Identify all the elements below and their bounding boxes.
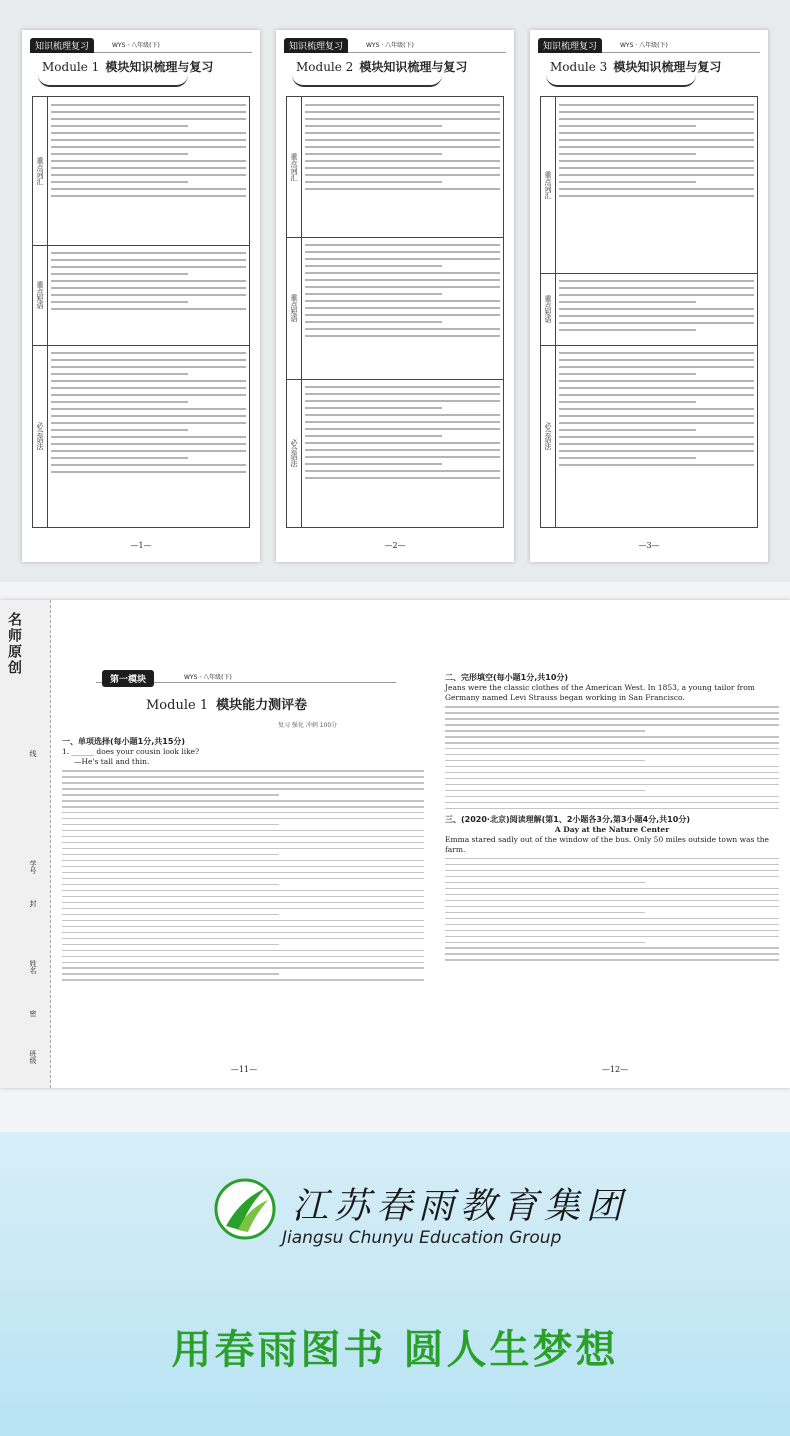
text-line (445, 864, 779, 866)
text-line (445, 858, 779, 860)
text-line (51, 294, 246, 296)
text-line (62, 770, 424, 772)
text-line (559, 408, 754, 410)
text-line (305, 470, 500, 472)
content-box: 重点词汇 重点短语 必会语法 (286, 96, 504, 528)
text-line (305, 328, 500, 330)
text-line (559, 139, 754, 141)
text-line (559, 394, 754, 396)
text-line (305, 400, 500, 402)
text-line (51, 266, 246, 268)
text-line (305, 272, 500, 274)
text-line (51, 160, 246, 162)
text-line (51, 125, 188, 127)
text-line (305, 244, 500, 246)
text-line (305, 139, 500, 141)
text-line (305, 265, 442, 267)
text-line (445, 724, 779, 726)
text-line (445, 870, 779, 872)
page-number: —12— (601, 1065, 629, 1074)
text-line (51, 174, 246, 176)
page-title: Module 2 模块知识梳理与复习 (296, 60, 468, 74)
text-line (305, 286, 500, 288)
left-test-page: 第一模块 WYS · 八年级(下) Module 1 模块能力测评卷 复习 强化 冲刺 100分 一、单项选择(每小题1分,共15分) 1. ______ does your cousin look like? —He's tall and thin. —11— (58, 600, 430, 1088)
text-line (559, 160, 754, 162)
text-line (445, 900, 779, 902)
content-box: 重点词汇 重点短语 必会语法 (32, 96, 250, 528)
text-line (305, 279, 500, 281)
text-line (445, 754, 779, 756)
text-line (445, 942, 645, 944)
text-line (445, 894, 779, 896)
text-line (305, 435, 442, 437)
text-line (305, 477, 500, 479)
text-line (445, 742, 779, 744)
text-line (305, 442, 500, 444)
text-line (62, 842, 424, 844)
right-test-page: 二、完形填空(每小题1分,共10分) Jeans were the classic clothes of the American West. In 1853, a young tailor from Germany named Levi Strauss began working in San Francisco. 三、(2020·北京)阅读理解(第1、2小题各3分,第3小题4分,共10分) A Day at the Nature Center Emma stared sadly out of the window of the bus. Only 50 miles outside town was the farm. —12— (445, 600, 785, 1088)
text-line (62, 878, 424, 880)
text-line (445, 912, 645, 914)
text-line (51, 301, 188, 303)
text-line (51, 436, 246, 438)
text-line (305, 125, 442, 127)
text-line (559, 387, 754, 389)
text-line (62, 848, 424, 850)
text-line (445, 882, 645, 884)
text-line (62, 944, 279, 946)
text-line (305, 335, 500, 337)
section-heading: 二、完形填空(每小题1分,共10分) (445, 673, 569, 682)
text-line (305, 428, 500, 430)
publisher-logo-icon (214, 1178, 276, 1240)
text-line (445, 876, 779, 878)
text-line (51, 252, 246, 254)
text-line (305, 300, 500, 302)
text-line (305, 118, 500, 120)
page-3: 知识梳理复习 WYS · 八年级(下) Module 3 模块知识梳理与复习 重点词汇 重点短语 必会语法 —3— (530, 30, 768, 562)
wave-decoration (292, 75, 442, 87)
page-1: 知识梳理复习 WYS · 八年级(下) Module 1 模块知识梳理与复习 重点词汇 重点短语 必会语法 —1— (22, 30, 260, 562)
text-line (559, 380, 754, 382)
text-line (445, 796, 779, 798)
text-line (51, 308, 246, 310)
text-line (62, 967, 424, 969)
text-line (51, 387, 246, 389)
text-line (62, 860, 424, 862)
text-line (62, 782, 424, 784)
text-line (51, 104, 246, 106)
text-line (51, 408, 246, 410)
text-line (305, 167, 500, 169)
text-line (305, 449, 500, 451)
text-line (305, 414, 500, 416)
page-number: —3— (638, 541, 660, 550)
text-line (62, 824, 279, 826)
test-spread (0, 600, 790, 1088)
page-tag: 知识梳理复习 (30, 38, 94, 53)
text-line (445, 959, 779, 961)
text-line (305, 386, 500, 388)
text-line (62, 890, 424, 892)
module-tag: 第一模块 (102, 670, 154, 687)
top-preview-strip (0, 0, 790, 582)
text-line (559, 308, 754, 310)
text-line (305, 456, 500, 458)
text-line (445, 802, 779, 804)
text-line (51, 146, 246, 148)
text-line (445, 748, 779, 750)
text-line (62, 896, 424, 898)
text-line (305, 181, 442, 183)
text-line (559, 167, 754, 169)
text-line (559, 352, 754, 354)
text-line (51, 394, 246, 396)
text-line (51, 429, 188, 431)
text-line (51, 259, 246, 261)
text-line (559, 146, 754, 148)
text-line (305, 307, 500, 309)
text-line (62, 830, 424, 832)
text-line (62, 938, 424, 940)
text-line (305, 258, 500, 260)
text-line (51, 287, 246, 289)
text-line (51, 380, 246, 382)
text-line (445, 906, 779, 908)
text-line (445, 712, 779, 714)
page-title: Module 1 模块知识梳理与复习 (42, 60, 214, 74)
text-line (51, 443, 246, 445)
section-heading: 一、单项选择(每小题1分,共15分) (62, 737, 186, 746)
text-line (51, 132, 246, 134)
text-line (559, 429, 696, 431)
text-line (62, 854, 279, 856)
text-line (559, 315, 754, 317)
text-line (559, 366, 754, 368)
text-line (62, 794, 279, 796)
text-line (559, 415, 754, 417)
text-line (305, 293, 442, 295)
text-line (51, 188, 246, 190)
question-1: 1. ______ does your cousin look like? (62, 747, 200, 756)
text-line (51, 366, 246, 368)
text-line (445, 953, 779, 955)
text-line (445, 784, 779, 786)
text-line (445, 808, 779, 810)
text-line (51, 118, 246, 120)
binding-gutter: 名师原创 线 学号 封 姓名 密 班级 (0, 600, 51, 1088)
text-line (559, 359, 754, 361)
text-line (445, 778, 779, 780)
text-line (62, 788, 424, 790)
content-box: 重点词汇 重点短语 必会语法 (540, 96, 758, 528)
text-line (305, 463, 442, 465)
text-line (51, 401, 188, 403)
test-title: Module 1 模块能力测评卷 (146, 698, 308, 713)
slogan: 用春雨图书 圆人生梦想 (171, 1327, 619, 1373)
text-line (445, 888, 779, 890)
page-number: —2— (384, 541, 406, 550)
text-line (559, 181, 696, 183)
text-line (445, 736, 779, 738)
text-line (305, 421, 500, 423)
text-line (445, 706, 779, 708)
text-line (62, 872, 424, 874)
text-line (305, 393, 500, 395)
text-line (62, 806, 424, 808)
text-line (559, 125, 696, 127)
text-line (445, 936, 779, 938)
text-line (62, 800, 424, 802)
text-line (305, 111, 500, 113)
text-line (62, 866, 424, 868)
text-line (559, 174, 754, 176)
text-line (559, 443, 754, 445)
text-line (51, 273, 188, 275)
text-line (305, 146, 500, 148)
text-line (559, 118, 754, 120)
text-line (62, 776, 424, 778)
text-line (62, 926, 424, 928)
text-line (62, 962, 424, 964)
text-line (559, 422, 754, 424)
text-line (305, 104, 500, 106)
text-line (305, 251, 500, 253)
text-line (305, 407, 442, 409)
class-label: 班级 (29, 1050, 37, 1064)
text-line (559, 188, 754, 190)
text-line (51, 153, 188, 155)
cloze-passage: Jeans were the classic clothes of the American West. In 1853, a young tailor from Germany named Levi Strauss began working in San Francisco. (445, 683, 755, 702)
text-line (445, 730, 645, 732)
text-line (559, 457, 696, 459)
text-line (445, 760, 645, 762)
text-line (51, 181, 188, 183)
text-line (62, 818, 424, 820)
text-line (559, 329, 696, 331)
text-line (559, 450, 754, 452)
text-line (445, 766, 779, 768)
text-line (62, 932, 424, 934)
text-line (559, 301, 696, 303)
text-line (51, 352, 246, 354)
reading-title: A Day at the Nature Center (554, 824, 670, 834)
reading-passage: Emma stared sadly out of the window of the bus. Only 50 miles outside town was the farm. (445, 834, 769, 854)
text-line (51, 471, 246, 473)
text-line (305, 174, 500, 176)
text-line (51, 195, 246, 197)
company-name: 江苏春雨教育集团 (292, 1186, 629, 1227)
text-line (445, 918, 779, 920)
text-line (51, 415, 246, 417)
text-line (62, 920, 424, 922)
brand-logo: 名师原创 (6, 612, 22, 676)
wave-decoration (546, 75, 696, 87)
text-line (559, 322, 754, 324)
text-line (445, 924, 779, 926)
text-line (559, 153, 696, 155)
text-line (305, 160, 500, 162)
text-line (305, 153, 442, 155)
text-line (62, 812, 424, 814)
text-line (62, 902, 424, 904)
page-2: 知识梳理复习 WYS · 八年级(下) Module 2 模块知识梳理与复习 重点词汇 重点短语 必会语法 —2— (276, 30, 514, 562)
text-line (445, 930, 779, 932)
text-line (51, 464, 246, 466)
text-line (51, 373, 188, 375)
page-number: —1— (130, 541, 152, 550)
text-line (559, 464, 754, 466)
text-line (559, 436, 754, 438)
text-line (51, 422, 246, 424)
text-line (559, 294, 754, 296)
text-line (305, 188, 500, 190)
text-line (445, 947, 779, 949)
text-line (51, 280, 246, 282)
text-line (62, 836, 424, 838)
page-title: Module 3 模块知识梳理与复习 (550, 60, 722, 74)
text-line (62, 956, 424, 958)
text-line (445, 790, 645, 792)
text-line (445, 718, 779, 720)
text-line (305, 132, 500, 134)
text-line (305, 321, 442, 323)
text-line (62, 973, 279, 975)
text-line (62, 979, 424, 981)
text-line (51, 450, 246, 452)
text-line (62, 950, 424, 952)
text-line (559, 401, 696, 403)
student-no-label: 学号 (29, 860, 37, 874)
text-line (559, 111, 754, 113)
company-name-en: Jiangsu Chunyu Education Group (282, 1228, 562, 1248)
text-line (51, 167, 246, 169)
text-line (62, 908, 424, 910)
text-line (445, 772, 779, 774)
text-line (51, 359, 246, 361)
page-number: —11— (230, 1065, 258, 1074)
wave-decoration (38, 75, 188, 87)
text-line (559, 280, 754, 282)
text-line (559, 104, 754, 106)
text-line (62, 884, 279, 886)
text-line (559, 287, 754, 289)
text-line (62, 914, 279, 916)
text-line (559, 373, 696, 375)
text-line (559, 132, 754, 134)
text-line (305, 314, 500, 316)
text-line (559, 195, 754, 197)
text-line (51, 111, 246, 113)
text-line (51, 457, 188, 459)
text-line (51, 139, 246, 141)
name-label: 姓名 (29, 960, 37, 974)
